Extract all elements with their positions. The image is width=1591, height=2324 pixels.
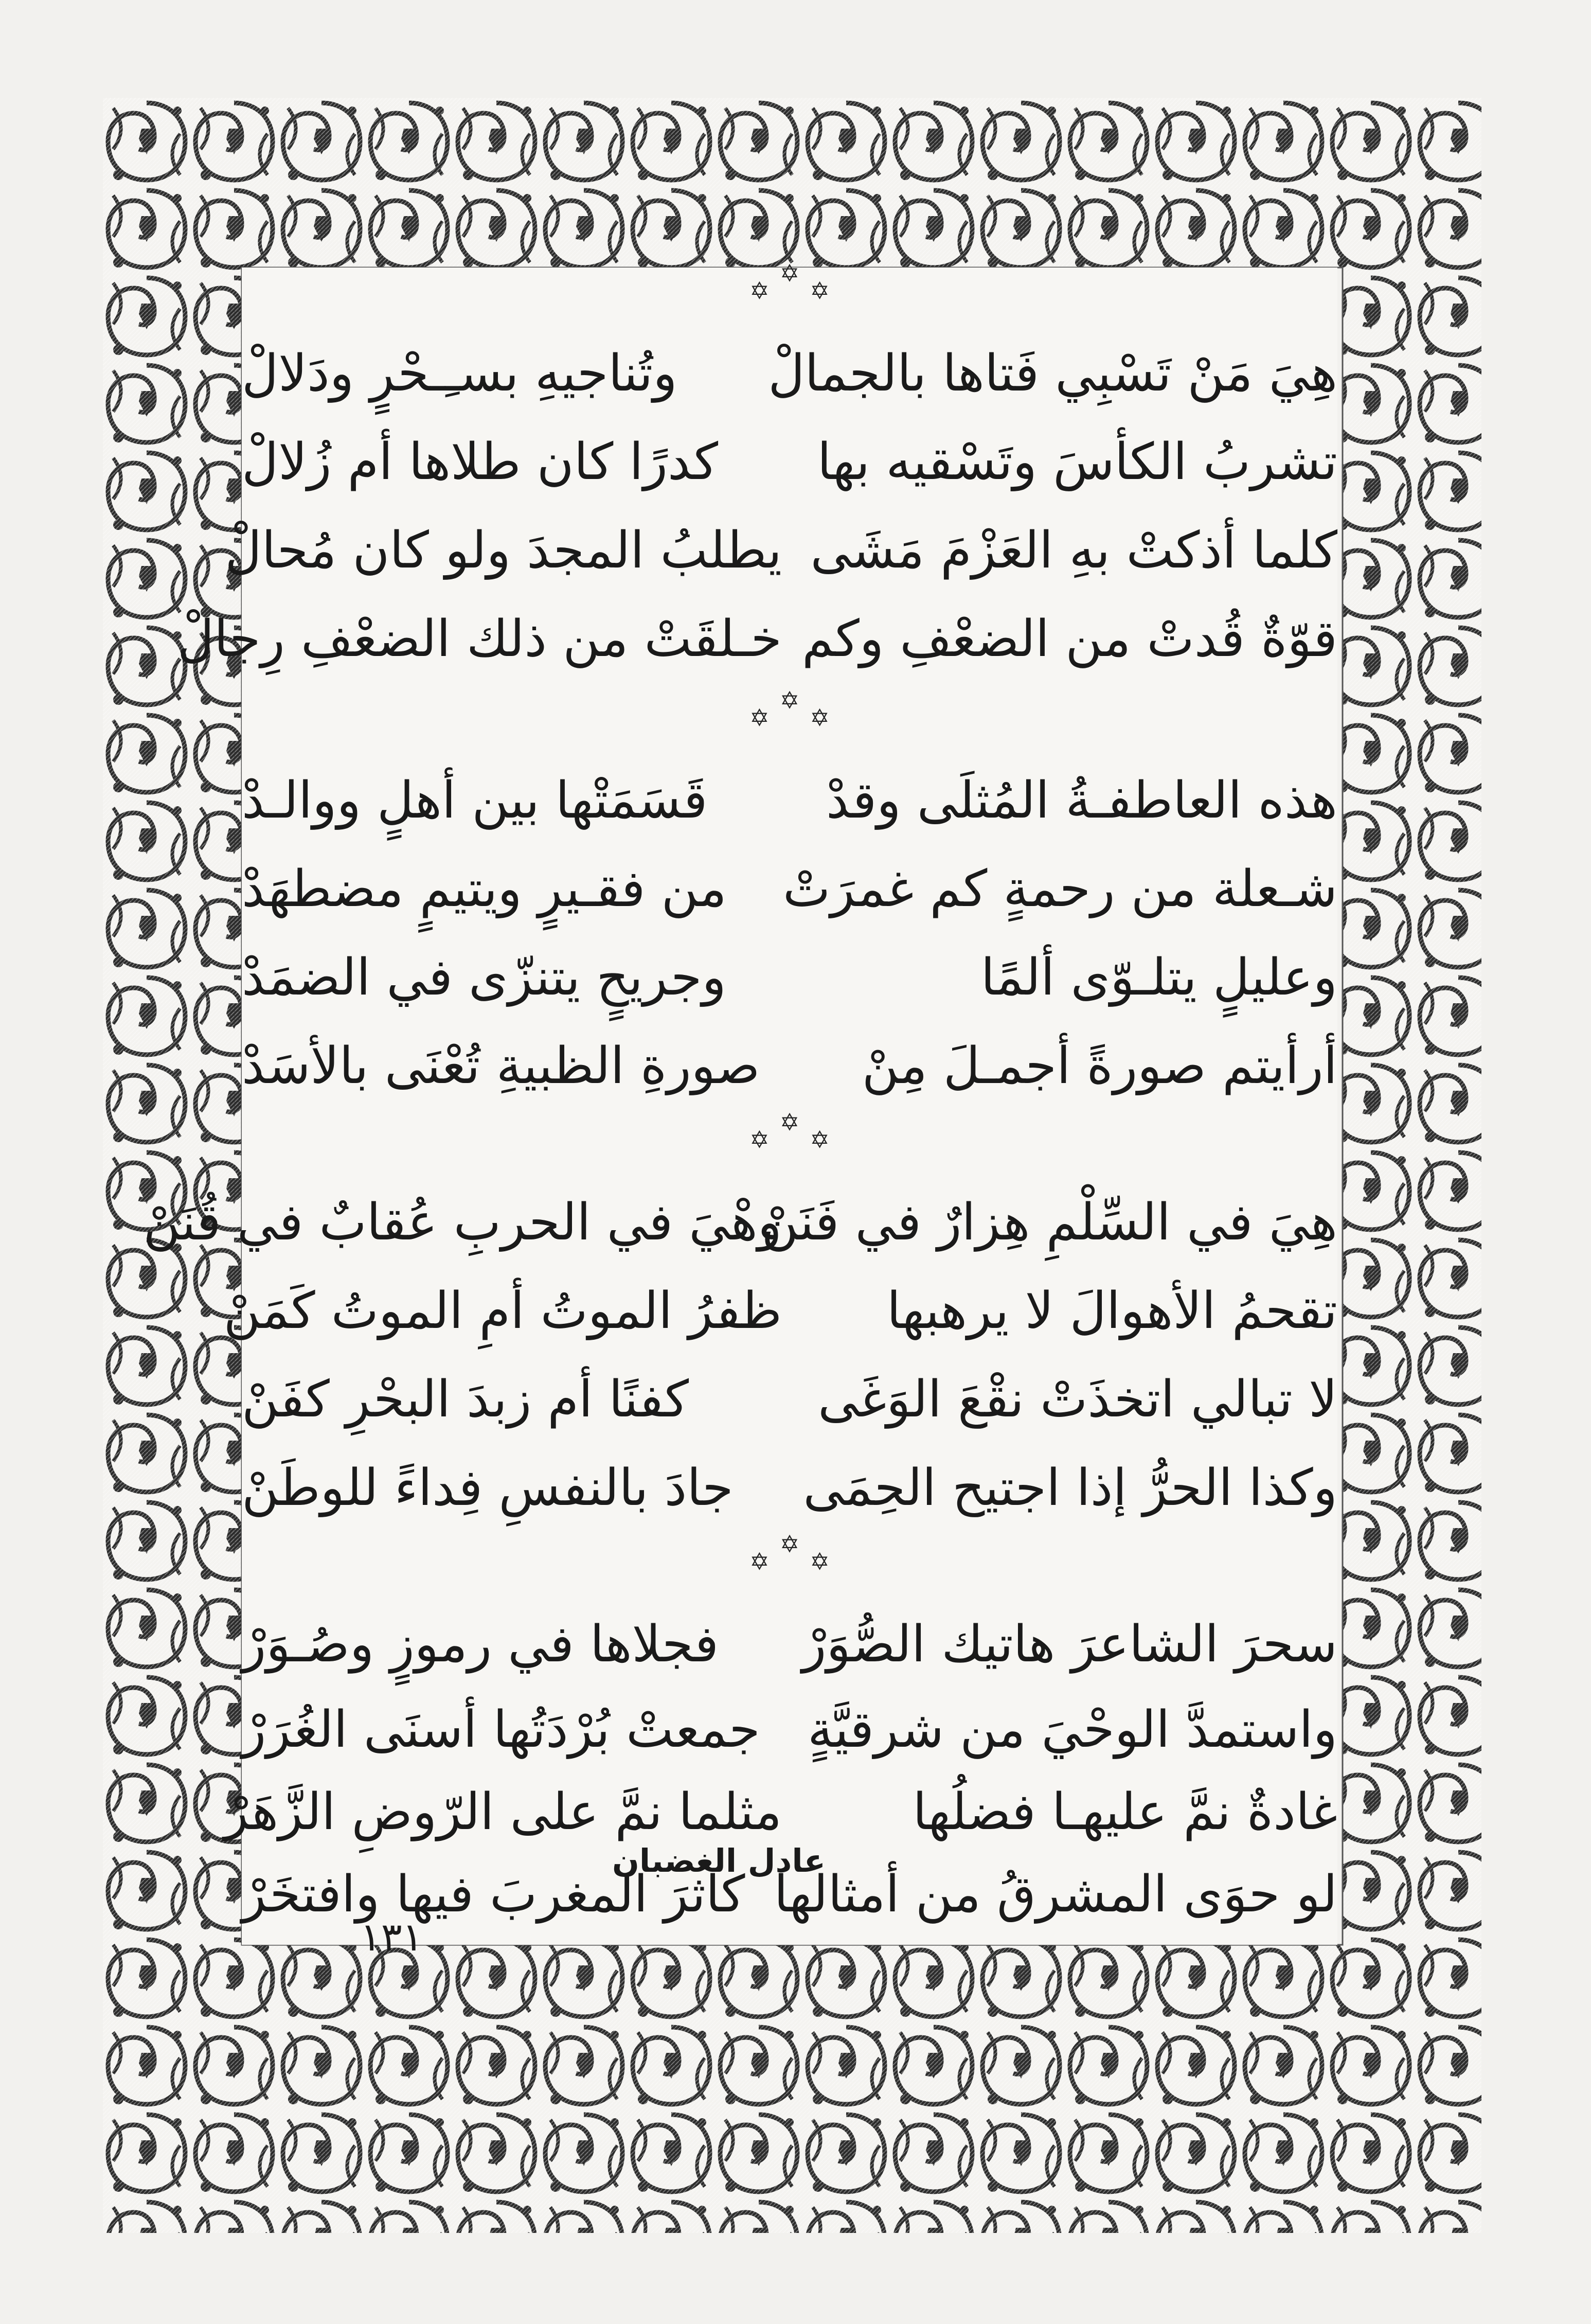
stanza-separator [242, 259, 1337, 324]
verse [225, 506, 1337, 595]
verse-first-hemistich: هذه العاطفـةُ المُثلَى وقدْ [826, 771, 1337, 830]
star-icon: ✡ [749, 1548, 770, 1575]
page-number: ١٣١ [360, 1914, 423, 1960]
verse-first-hemistich: هِيَ في السِّلْمِ هِزارٌ في فَنَنْ [761, 1193, 1337, 1252]
poem-body [143, 259, 1337, 1960]
verse-second-hemistich: مثلما نمَّ على الرّوضِ الزَّهَرْ [224, 1783, 782, 1841]
verse-second-hemistich: وجريحٍ يتنزّى في الضمَدْ [242, 948, 726, 1007]
verse-first-hemistich: تقحمُ الأهوالَ لا يرهبها [886, 1282, 1337, 1340]
verse-first-hemistich: أرأيتم صورةً أجمـلَ مِنْ [862, 1037, 1337, 1095]
stanza-1 [177, 329, 1337, 683]
verse-second-hemistich: صورةِ الظبيةِ تُعْنَى بالأسَدْ [242, 1037, 760, 1095]
verse-first-hemistich: واستمدَّ الوحْيَ من شرقيَّةٍ [807, 1700, 1337, 1759]
star-icon: ✡ [749, 277, 770, 305]
star-icon: ✡ [779, 259, 800, 287]
verse-second-hemistich: جادَ بالنفسِ فِداءً للوطَنْ [242, 1459, 734, 1517]
verse-second-hemistich: كفنًا أم زبدَ البحْرِ كفَنْ [242, 1370, 689, 1429]
verse-first-hemistich: وكذا الحرُّ إذا اجتيح الحِمَى [803, 1459, 1337, 1517]
star-icon: ✡ [810, 704, 830, 732]
stanza-3 [143, 1178, 1337, 1532]
verse-first-hemistich: هِيَ مَنْ تَسْبِي فَتاها بالجمالْ [768, 344, 1337, 403]
verse [224, 1771, 1337, 1853]
verse [143, 1178, 1337, 1267]
verse [242, 329, 1337, 418]
star-icon: ✡ [779, 1108, 800, 1136]
verse [242, 1600, 1337, 1689]
star-icon: ✡ [810, 277, 830, 305]
star-icon: ✡ [749, 1126, 770, 1154]
verse-second-hemistich: يطلبُ المجدَ ولو كان مُحالْ [225, 521, 782, 580]
star-icon: ✡ [749, 704, 770, 732]
star-icon: ✡ [810, 1126, 830, 1154]
verse [242, 933, 1337, 1022]
verse-second-hemistich: وهْيَ في الحربِ عُقابٌ في قُنَنْ [143, 1193, 782, 1252]
star-icon: ✡ [779, 1530, 800, 1558]
stanza-separator [242, 686, 1337, 751]
verse-first-hemistich: سحرَ الشاعرَ هاتيك الصُّوَرْ [802, 1615, 1337, 1674]
verse-first-hemistich: لو حوَى المشرقُ من أمثالها [774, 1865, 1337, 1924]
star-icon: ✡ [810, 1548, 830, 1575]
star-icon: ✡ [779, 686, 800, 714]
verse [242, 845, 1337, 933]
verse-first-hemistich: تشربُ الكأسَ وتَسْقيه بها [817, 433, 1337, 491]
verse-second-hemistich: قَسَمَتْها بين أهلٍ ووالـدْ [242, 771, 708, 830]
verse-second-hemistich: ظفرُ الموتُ أمِ الموتُ كَمَنْ [223, 1282, 782, 1340]
stanza-2 [242, 756, 1337, 1110]
verse-second-hemistich: وتُناجيهِ بسـِـحْرٍ ودَلالْ [242, 344, 677, 403]
verse [242, 1022, 1337, 1110]
verse-second-hemistich: فجلاها في رموزٍ وصُـوَرْ [242, 1615, 719, 1674]
stanza-separator [242, 1108, 1337, 1173]
verse-first-hemistich: شـعلة من رحمةٍ كم غمرَتْ [783, 860, 1337, 918]
verse-first-hemistich: غادةٌ نمَّ عليهـا فضلُها [913, 1783, 1337, 1841]
verse-second-hemistich: جمعتْ بُرْدَتُها أسنَى الغُرَرْ [242, 1700, 760, 1759]
verse [223, 1267, 1337, 1355]
verse [242, 756, 1337, 845]
verse-second-hemistich: كدرًا كان طلاها أم زُلالْ [242, 433, 719, 491]
verse [177, 595, 1337, 683]
verse-second-hemistich: كاثرَ المغربَ فيها وافتخَرْ [242, 1865, 745, 1924]
verse-second-hemistich: من فقـيرٍ ويتيمٍ مضطهَدْ [242, 860, 727, 918]
verse [242, 1689, 1337, 1771]
verse-first-hemistich: وعليلٍ يتلـوّى ألمًا [980, 948, 1337, 1007]
verse [242, 1355, 1337, 1444]
verse-first-hemistich: لا تبالي اتخذَتْ نقْعَ الوَغَى [818, 1370, 1337, 1429]
author-signature: عادل الغضبان [612, 1842, 826, 1879]
verse-second-hemistich: خـلقَتْ من ذلك الضعْفِ رِجالْ [177, 610, 782, 668]
verse-first-hemistich: قوّةٌ قُدتْ من الضعْفِ وكم [801, 610, 1337, 668]
verse-first-hemistich: كلما أذكتْ بهِ العَزْمَ مَشَى [810, 521, 1337, 580]
verse [242, 418, 1337, 506]
